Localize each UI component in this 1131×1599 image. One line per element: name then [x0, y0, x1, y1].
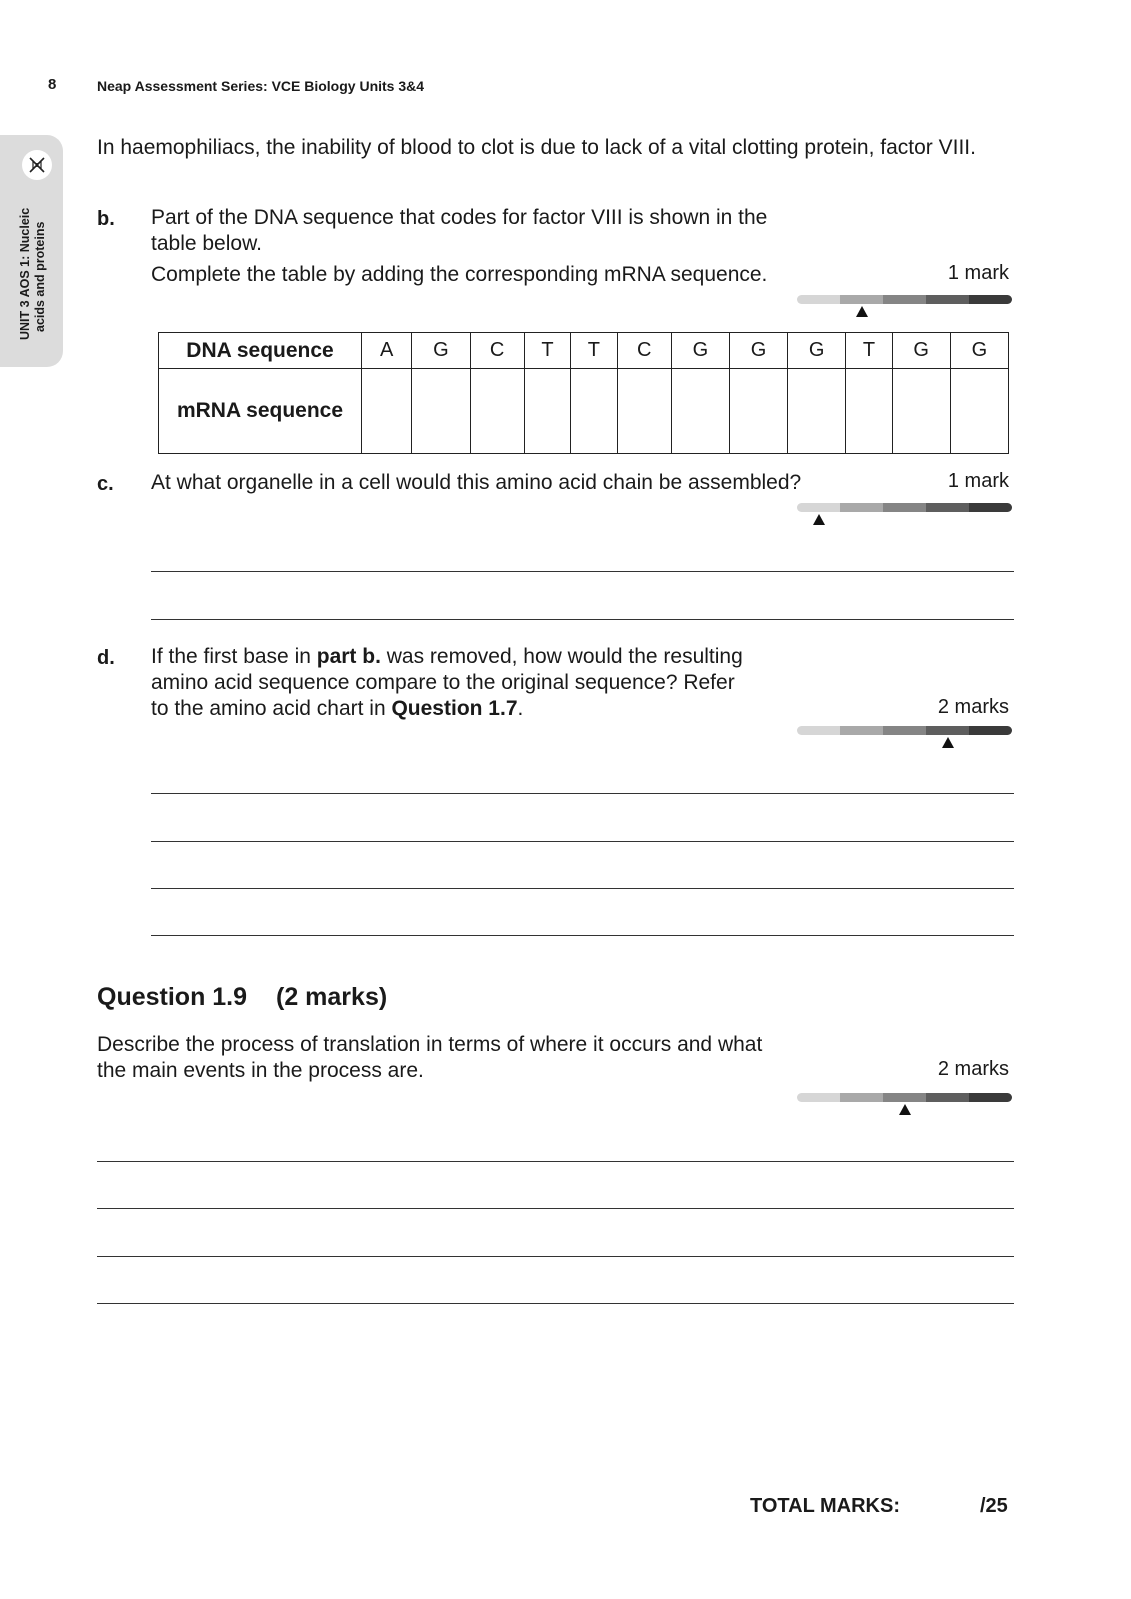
part-d-line3-bold: Question 1.7 [391, 697, 518, 720]
mrna-answer-cell[interactable] [729, 369, 787, 454]
dna-base: T [846, 333, 892, 369]
mrna-answer-cell[interactable] [671, 369, 729, 454]
part-d-question [151, 644, 871, 722]
question-1-9-line1: Describe the process of translation in terms of where it occurs and what [97, 1033, 763, 1056]
difficulty-pointer [899, 1104, 911, 1115]
difficulty-bar [797, 1093, 1012, 1102]
dna-base: G [950, 333, 1008, 369]
difficulty-segment-1 [797, 295, 840, 304]
answer-line[interactable] [97, 1256, 1014, 1257]
mrna-answer-cell[interactable] [950, 369, 1008, 454]
difficulty-segment-5 [969, 295, 1012, 304]
part-d-letter: d. [97, 647, 115, 669]
part-c-letter: c. [97, 473, 114, 495]
part-b-line1: Part of the DNA sequence that codes for factor VIII is shown in the [151, 206, 768, 229]
part-d-line3-post: . [517, 697, 524, 720]
side-tab-line2: acids and proteins [33, 221, 47, 332]
question-heading [97, 983, 387, 1012]
question-1-9-difficulty-meter [797, 1093, 1012, 1115]
question-marks: (2 marks) [276, 983, 388, 1011]
dna-base: C [470, 333, 524, 369]
mrna-row [159, 369, 1009, 454]
mrna-answer-cell[interactable] [571, 369, 617, 454]
intro-text: In haemophiliacs, the inability of blood to clot is due to lack of a vital clotting protein, factor VIII. [97, 136, 976, 159]
difficulty-segment-2 [840, 295, 883, 304]
answer-line[interactable] [97, 1208, 1014, 1209]
answer-line[interactable] [151, 841, 1014, 842]
dna-base: A [362, 333, 412, 369]
dna-mrna-table [158, 332, 1009, 454]
question-number: Question 1.9 [97, 983, 248, 1011]
difficulty-segment-3 [883, 295, 926, 304]
difficulty-segment-5 [969, 1093, 1012, 1102]
mrna-answer-cell[interactable] [788, 369, 846, 454]
part-d-difficulty-meter [797, 726, 1012, 748]
mrna-answer-cell[interactable] [892, 369, 950, 454]
part-c-question: At what organelle in a cell would this amino acid chain be assembled? [151, 471, 802, 494]
dna-base: G [892, 333, 950, 369]
part-b-letter: b. [97, 208, 115, 230]
answer-line[interactable] [97, 1303, 1014, 1304]
difficulty-segment-2 [840, 726, 883, 735]
difficulty-bar [797, 503, 1012, 512]
answer-line[interactable] [151, 619, 1014, 620]
dna-row [159, 333, 1009, 369]
difficulty-segment-5 [969, 503, 1012, 512]
question-1-9-line2: the main events in the process are. [97, 1059, 424, 1082]
mrna-answer-cell[interactable] [846, 369, 892, 454]
part-b-marks: 1 mark [947, 262, 1009, 284]
part-b-instruction: Complete the table by adding the corresponding mRNA sequence. [151, 263, 768, 286]
difficulty-segment-4 [926, 503, 969, 512]
total-marks-label: TOTAL MARKS: [750, 1495, 900, 1517]
difficulty-segment-4 [926, 295, 969, 304]
page-number: 8 [48, 76, 57, 93]
difficulty-segment-3 [883, 1093, 926, 1102]
part-d-line1-bold: part b. [316, 645, 381, 668]
side-tab-line1: UNIT 3 AOS 1: Nucleic [18, 207, 32, 340]
part-b-question [151, 205, 871, 257]
mrna-answer-cell[interactable] [617, 369, 671, 454]
part-d-line3 [151, 696, 871, 722]
difficulty-segment-4 [926, 726, 969, 735]
answer-line[interactable] [151, 793, 1014, 794]
difficulty-segment-1 [797, 726, 840, 735]
dna-base: T [524, 333, 570, 369]
difficulty-bar [797, 726, 1012, 735]
answer-line[interactable] [151, 571, 1014, 572]
difficulty-segment-1 [797, 1093, 840, 1102]
difficulty-segment-2 [840, 503, 883, 512]
dna-label: DNA sequence [159, 333, 362, 369]
dna-base: G [412, 333, 470, 369]
difficulty-pointer [813, 514, 825, 525]
mrna-answer-cell[interactable] [524, 369, 570, 454]
difficulty-pointer [942, 737, 954, 748]
difficulty-segment-3 [883, 503, 926, 512]
difficulty-bar [797, 295, 1012, 304]
difficulty-segment-1 [797, 503, 840, 512]
total-marks-value: /25 [980, 1495, 1008, 1517]
difficulty-segment-4 [926, 1093, 969, 1102]
part-d-marks: 2 marks [937, 696, 1009, 718]
part-d-line3-pre: to the amino acid chart in [151, 697, 392, 720]
part-d-line1-post: was removed, how would the resulting [380, 645, 743, 668]
mrna-answer-cell[interactable] [412, 369, 470, 454]
part-b-difficulty-meter [797, 295, 1012, 317]
answer-line[interactable] [151, 935, 1014, 936]
part-c-marks: 1 mark [947, 470, 1009, 492]
running-title: Neap Assessment Series: VCE Biology Units 3&4 [97, 78, 425, 94]
part-d-line2: amino acid sequence compare to the original sequence? Refer [151, 671, 735, 694]
part-b-line2: table below. [151, 232, 262, 255]
mrna-label: mRNA sequence [159, 369, 362, 454]
part-d-line1-pre: If the first base in [151, 645, 317, 668]
part-d-line1 [151, 644, 871, 670]
question-1-9-marks: 2 marks [937, 1058, 1009, 1080]
mrna-answer-cell[interactable] [470, 369, 524, 454]
part-c-difficulty-meter [797, 503, 1012, 525]
difficulty-pointer [856, 306, 868, 317]
mrna-answer-cell[interactable] [362, 369, 412, 454]
question-1-9-text [97, 1032, 897, 1084]
difficulty-segment-5 [969, 726, 1012, 735]
dna-base: G [671, 333, 729, 369]
difficulty-segment-2 [840, 1093, 883, 1102]
answer-line[interactable] [151, 888, 1014, 889]
dna-base: T [571, 333, 617, 369]
answer-line[interactable] [97, 1161, 1014, 1162]
dna-base: G [729, 333, 787, 369]
dna-base: C [617, 333, 671, 369]
side-tab-label [18, 140, 48, 340]
difficulty-segment-3 [883, 726, 926, 735]
dna-base: G [788, 333, 846, 369]
